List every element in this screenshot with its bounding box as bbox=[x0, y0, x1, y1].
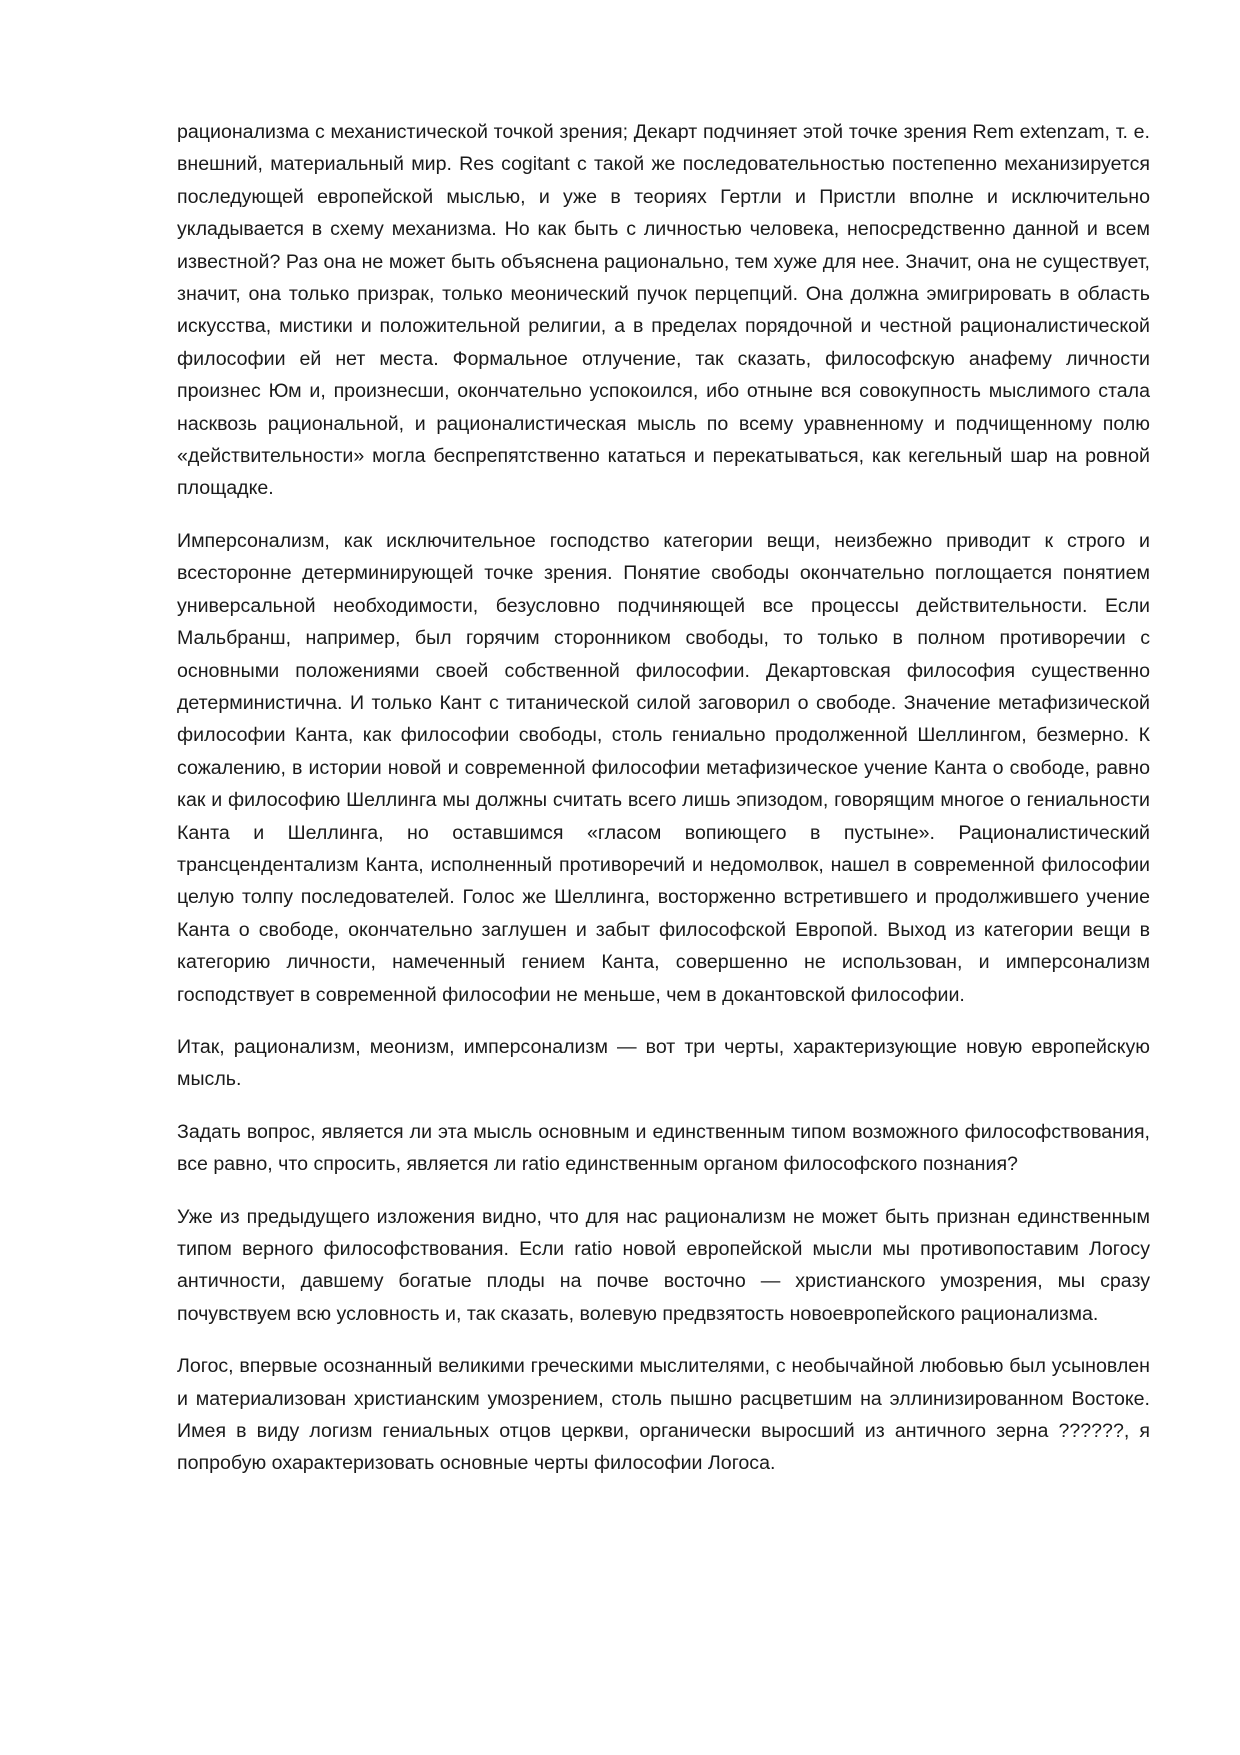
paragraph-logos: Логос, впервые осознанный великими греческими мыслителями, с необычайной любовью был усыновлен и материализован христианским умозрением, столь пышно расцветшим на эллинизированном Востоке. Имея в виду логизм гениальных отцов церкви, органически выросший из античного зерна ??????, я попробую охарактеризовать основные черты философии Логоса. bbox=[177, 1355, 1150, 1475]
paragraph-rationalism-mechanism: рационализма с механистической точкой зрения; Декарт подчиняет этой точке зрения Rem extenzam, т. е. внешний, материальный мир. Res cogitant с такой же последовательностью постепенно механизируется последующей европейской мыслью, и уже в теориях Гертли и Пристли вполне и исключительно укладывается в схему механизма. Но как быть с личностью человека, непосредственно данной и всем известной? Раз она не может быть объяснена рационально, тем хуже для нее. Значит, она не существует, значит, она только призрак, только меонический пучок перцепций. Она должна эмигрировать в область искусства, мистики и положительной религии, а в пределах порядочной и честной рационалистической философии ей нет места. Формальное отлучение, так сказать, философскую анафему личности произнес Юм и, произнесши, окончательно успокоился, ибо отныне вся совокупность мыслимого стала насквозь рациональной, и рационалистическая мысль по всему уравненному и подчищенному полю «действительности» могла беспрепятственно кататься и перекатываться, как кегельный шар на ровной площадке. bbox=[177, 121, 1150, 500]
paragraph-impersonalism: Имперсонализм, как исключительное господство категории вещи, неизбежно приводит к строго и всесторонне детерминирующей точке зрения. Понятие свободы окончательно поглощается понятием универсальной необходимости, безусловно подчиняющей все процессы действительности. Если Мальбранш, например, был горячим сторонником свободы, то только в полном противоречии с основными положениями своей собственной философии. Декартовская философия существенно детерминистична. И только Кант с титанической силой заговорил о свободе. Значение метафизической философии Канта, как философии свободы, столь гениально продолженной Шеллингом, безмерно. К сожалению, в истории новой и современной философии метафизическое учение Канта о свободе, равно как и философию Шеллинга мы должны считать всего лишь эпизодом, говорящим многое о гениальности Канта и Шеллинга, но оставшимся «гласом вопиющего в пустыне». Рационалистический трансцендентализм Канта, исполненный противоречий и недомолвок, нашел в современной философии целую толпу последователей. Голос же Шеллинга, восторженно встретившего и продолжившего учение Канта о свободе, окончательно заглушен и забыт философской Европой. Выход из категории вещи в категорию личности, намеченный гением Канта, совершенно не использован, и имперсонализм господствует в современной философии не меньше, чем в докантовской философии. bbox=[177, 529, 1150, 1006]
paragraph-question: Задать вопрос, является ли эта мысль основным и единственным типом возможного философствования, все равно, что спросить, является ли ratio единственным органом философского познания? bbox=[177, 1120, 1150, 1176]
paragraph-ratio-vs-logos: Уже из предыдущего изложения видно, что для нас рационализм не может быть признан единственным типом верного философствования. Если ratio новой европейской мысли мы противопоставим Логосу античности, давшему богатые плоды на почве восточно — христианского умозрения, мы сразу почувствуем всю условность и, так сказать, волевую предвзятость новоевропейского рационализма. bbox=[177, 1205, 1150, 1325]
body-text bbox=[177, 116, 1150, 1500]
paragraph-three-traits: Итак, рационализм, меонизм, имперсонализм — вот три черты, характеризующие новую европейскую мысль. bbox=[177, 1035, 1150, 1091]
